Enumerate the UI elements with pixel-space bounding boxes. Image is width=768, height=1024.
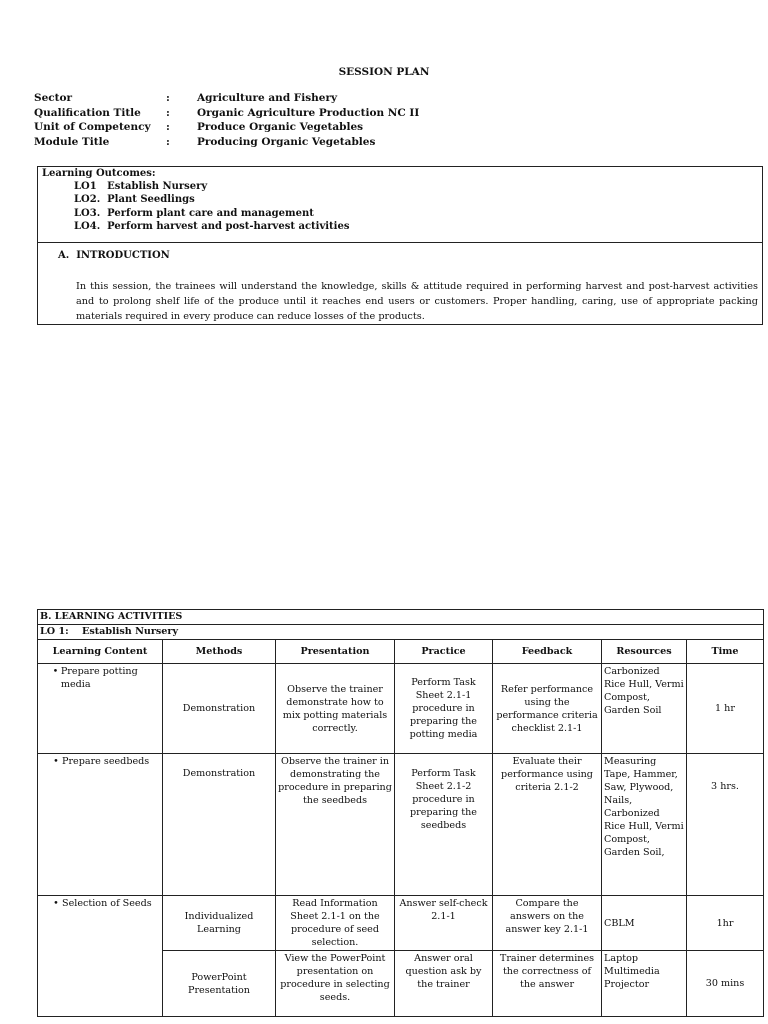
- meta-row-qualification: [34, 106, 419, 121]
- practice-cell: [395, 754, 493, 896]
- bullet-icon: •: [53, 898, 59, 909]
- time-cell: 30 mins: [687, 951, 764, 1017]
- presentation-cell: Observe the trainer demonstrate how to mix potting materials correctly.: [276, 664, 395, 754]
- meta-colon: :: [166, 121, 170, 133]
- learning-content: Prepare potting media: [60, 666, 138, 690]
- learning-activities-heading: B. LEARNING ACTIVITIES: [38, 610, 764, 625]
- table-section-row: [38, 610, 764, 625]
- resources-cell: Laptop Multimedia Projector: [602, 951, 687, 1017]
- table-row: [38, 664, 764, 754]
- learning-outcomes-heading: Learning Outcomes:: [42, 168, 156, 179]
- methods-cell: [163, 754, 276, 896]
- presentation-cell: Read Information Sheet 2.1-1 on the procedure of seed selection.: [276, 896, 395, 951]
- resources-cell: CBLM: [602, 896, 687, 951]
- session-metadata: [34, 91, 419, 149]
- presentation-cell: View the PowerPoint presentation on procedure in selecting seeds.: [276, 951, 395, 1017]
- meta-key: Qualification Title: [34, 106, 141, 119]
- learning-outcome: LO4. Perform harvest and post-harvest activities: [74, 220, 350, 232]
- document-title: SESSION PLAN: [338, 66, 430, 78]
- time-text: 3 hrs.: [711, 781, 739, 792]
- introduction-heading: A. INTRODUCTION: [58, 250, 170, 261]
- feedback-cell: Compare the answers on the answer key 2.1-1: [493, 896, 602, 951]
- feedback-cell: Refer performance using the performance criteria checklist 2.1-1: [493, 664, 602, 754]
- meta-colon: :: [166, 135, 170, 148]
- content-cell: [38, 664, 163, 754]
- feedback-cell: Evaluate their performance using criteria 2.1-2: [493, 754, 602, 896]
- meta-row-module: [34, 135, 419, 150]
- meta-colon: :: [166, 106, 170, 119]
- resources-cell: Carbonized Rice Hull, Vermi Compost, Garden Soil: [602, 664, 687, 754]
- table-header-row: [38, 640, 764, 664]
- time-cell: 1 hr: [687, 664, 764, 754]
- outcomes-box: [37, 166, 763, 325]
- content-cell: [38, 896, 163, 1017]
- divider: [38, 242, 762, 243]
- learning-content: Prepare seedbeds: [62, 756, 150, 767]
- meta-value: Produce Organic Vegetables: [197, 121, 364, 133]
- meta-value: Agriculture and Fishery: [197, 92, 338, 104]
- learning-outcome: LO3. Perform plant care and management: [74, 207, 314, 219]
- methods-text: Demonstration: [182, 768, 256, 779]
- resources-cell: Measuring Tape, Hammer, Saw, Plywood, Nails, Carbonized Rice Hull, Vermi Compost, Garden Soil,: [602, 754, 687, 896]
- bullet-icon: •: [53, 756, 59, 767]
- table-row: [38, 896, 764, 951]
- table-section-row: [38, 625, 764, 640]
- time-cell: 1hr: [687, 896, 764, 951]
- practice-cell: Answer self-check 2.1-1: [395, 896, 493, 951]
- learning-outcome: LO1 Establish Nursery: [74, 181, 208, 192]
- column-header: Presentation: [276, 640, 395, 664]
- meta-key: Sector: [34, 92, 73, 104]
- meta-row-sector: [34, 91, 419, 106]
- column-header: Feedback: [493, 640, 602, 664]
- feedback-cell: Trainer determines the correctness of the answer: [493, 951, 602, 1017]
- meta-key: Unit of Competency: [34, 121, 151, 133]
- learning-activities-table: [37, 609, 764, 1017]
- methods-cell: Demonstration: [163, 664, 276, 754]
- practice-cell: Answer oral question ask by the trainer: [395, 951, 493, 1017]
- meta-key: Module Title: [34, 135, 110, 148]
- column-header: Time: [687, 640, 764, 664]
- practice-cell: Perform Task Sheet 2.1-1 procedure in preparing the potting media: [395, 664, 493, 754]
- content-cell: [38, 754, 163, 896]
- practice-text: Perform Task Sheet 2.1-2 procedure in preparing the seedbeds: [409, 768, 477, 831]
- column-header: Resources: [602, 640, 687, 664]
- table-row: [38, 754, 764, 896]
- column-header: Learning Content: [38, 640, 163, 664]
- lo-label: LO 1: Establish Nursery: [38, 625, 764, 640]
- meta-value: Organic Agriculture Production NC II: [197, 106, 420, 119]
- column-header: Practice: [395, 640, 493, 664]
- bullet-icon: •: [52, 666, 59, 677]
- methods-cell: Individualized Learning: [163, 896, 276, 951]
- presentation-cell: Observe the trainer in demonstrating the procedure in preparing the seedbeds: [276, 754, 395, 896]
- learning-outcome: LO2. Plant Seedlings: [74, 194, 195, 206]
- column-header: Methods: [163, 640, 276, 664]
- introduction-text: In this session, the trainees will understand the knowledge, skills & attitude required in performing harvest and post-harvest activities and to prolong shelf life of the produce until it reaches end users or customers. Proper handling, caring, use of appropriate packing materials required in every produce can reduce losses of the products.: [76, 281, 758, 322]
- time-cell: [687, 754, 764, 896]
- meta-row-unit: [34, 120, 419, 135]
- learning-outcomes-list: [74, 180, 349, 233]
- meta-colon: :: [166, 92, 170, 104]
- learning-content: Selection of Seeds: [62, 898, 152, 909]
- meta-value: Producing Organic Vegetables: [197, 135, 376, 148]
- methods-cell: PowerPoint Presentation: [163, 951, 276, 1017]
